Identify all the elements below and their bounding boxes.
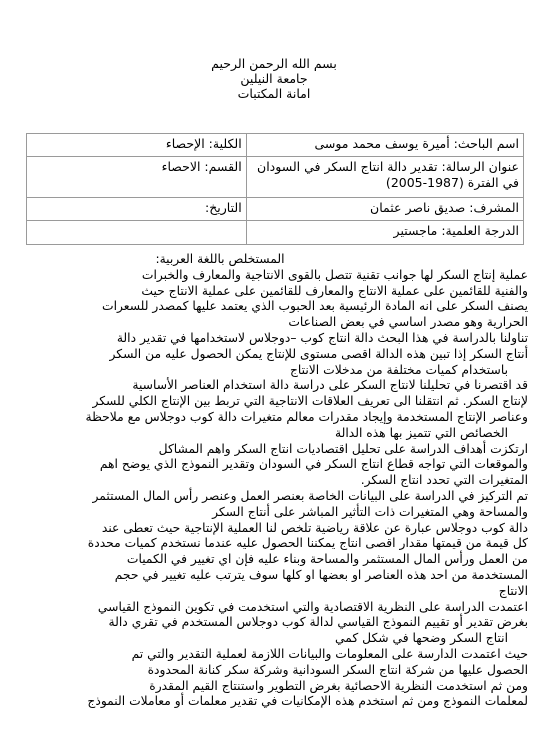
- abstract-line: تم التركيز في الدراسة على البيانات الخاصة بعنصر العمل وعنصر رأس المال المستثمر: [92, 488, 528, 503]
- info-row-title: [27, 157, 524, 198]
- abstract-line: لإنتاج السكر. ثم انتقلنا الى تعريف العلاقات الانتاجية التي تربط بين الإنتاج الكلي للسكر: [92, 394, 528, 409]
- abstract-line: وعناصر الإنتاج المستخدمة وإيجاد مقدرات معالم متغيرات دالة كوب دوجلاس مع ملاحظة: [85, 409, 528, 424]
- empty-cell: [27, 221, 247, 245]
- info-row-supervisor: [27, 198, 524, 221]
- faculty-cell: الكلية: الإحصاء: [27, 134, 247, 157]
- abstract-line: والموقعات التي تواجه قطاع انتاج السكر في السودان وتقدير النموذج الذي يوضح اهم: [99, 457, 528, 472]
- abstract-line: الخصائص التي تتميز بها هذه الدالة: [335, 425, 508, 440]
- info-row-researcher: [27, 134, 524, 157]
- abstract-line: ومن ثم استخدمت النظرية الاحصائية بغرض التطوير واستنتاج القيم المقدرة: [149, 678, 528, 693]
- abstract-line: حيث اعتمدت الدارسة على المعلومات والبيانات اللازمة لعملية التقدير والتي تم: [131, 646, 528, 661]
- abstract-line: الحصول عليها من شركة انتاج السكر السودانية وشركة سكر كنانة المحدودة: [147, 662, 528, 677]
- basmala: بسم الله الرحمن الرحيم: [211, 56, 337, 71]
- abstract-line: والمساحة وهي المتغيرات ذات التأثير المباشر على أنتاج السكر: [212, 504, 528, 519]
- abstract-line: تناولنا بالدراسة في هذا البحث دالة انتاج كوب –دوجلاس لاستخدامها في تقدير دالة: [116, 330, 528, 345]
- abstract-line: انتاج السكر وضحها في شكل كمي: [335, 631, 508, 646]
- department-name: امانة المكتبات: [237, 86, 311, 101]
- abstract-line: ارتكزت أهداف الدراسة على تحليل اقتصاديات انتاج السكر واهم المشاكل: [158, 441, 528, 456]
- document-header: [0, 56, 548, 101]
- researcher-cell: اسم الباحث: أميرة يوسف محمد موسى: [246, 134, 523, 157]
- abstract-line: أنتاج السكر إذا تبين هذه الدالة اقصى مستوى للإنتاج يمكن الحصول عليه من السكر: [109, 346, 528, 361]
- abstract-line: دالة كوب دوجلاس عبارة عن علاقة رياضية تلخص لنا العملية الإنتاجية حيث تعطى عند: [101, 520, 528, 535]
- abstract-line: يصنف السكر على انه المادة الرئيسية بعد الحبوب الذي يعتمد عليها كمصدر للسعرات: [102, 299, 528, 314]
- degree-cell: الدرجة العلمية: ماجستير: [246, 221, 523, 245]
- abstract-line: عملية إنتاج السكر لها جوانب تقنية تتصل بالقوى الانتاجية والمعارف والخبرات: [141, 267, 528, 282]
- abstract-line: من العمل ورأس المال المستثمر والمساحة وبناء عليه فإن اي تغيير في الكميات: [126, 552, 528, 567]
- abstract-line: لمعلمات النموذج ومن ثم استخدم هذه الإمكانيات في تقدير معلمات أو معاملات النموذج: [87, 694, 528, 709]
- abstract-line: اعتمدت الدراسة على النظرية الاقتصادية والتي استخدمت في تكوين النموذج القياسي: [97, 599, 528, 614]
- abstract-title: المستخلص باللغة العربية:: [155, 252, 285, 266]
- abstract-line: المستخدمة من احد هذه العناصر او بعضها او كلها سوف يترتب عليه تغيير في حجم: [114, 567, 528, 582]
- thesis-info-table: [26, 133, 524, 245]
- abstract-line: والفنية للقائمين على عملية الانتاج والمعارف للقائمين على عملية الانتاج حيث: [141, 283, 528, 298]
- abstract-line: بغرض تقدير أو تقييم النموذج القياسي لدالة كوب دوجلاس المستخدم في تقري دالة: [108, 615, 528, 630]
- section-cell: القسم: الاحصاء: [27, 157, 247, 198]
- supervisor-cell: المشرف: صديق ناصر عثمان: [246, 198, 523, 221]
- abstract-line: الانتاج: [498, 583, 528, 598]
- abstract-line: باستخدام كميات مختلفة من مدخلات الانتاج: [289, 362, 508, 377]
- university-name: جامعة النيلين: [240, 71, 308, 86]
- thesis-title-cell: عنوان الرسالة: تقدير دالة انتاج السكر في السودان في الفترة (1987-2005): [246, 157, 523, 198]
- abstract-line: قد اقتصرنا في تحليلنا لانتاج السكر على دراسة دالة استخدام العناصر الأساسية: [132, 378, 528, 393]
- date-cell: التاريخ:: [27, 198, 247, 221]
- abstract-line: الحرارية وهو مصدر اساسي في بعض الصناعات: [288, 315, 528, 330]
- abstract-line: المتغيرات التي تحدد انتاج السكر.: [360, 473, 528, 488]
- abstract-section: [22, 252, 528, 710]
- info-row-degree: [27, 221, 524, 245]
- abstract-line: كل قيمة من قيمتها مقدار اقصى انتاج يمكننا الحصول عليه عندما نستخدم كميات محددة: [87, 536, 528, 551]
